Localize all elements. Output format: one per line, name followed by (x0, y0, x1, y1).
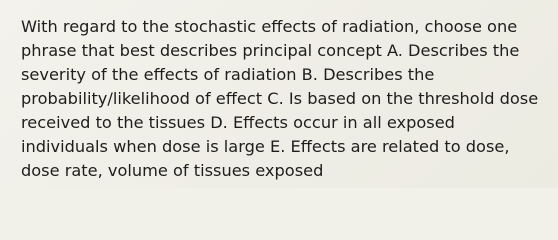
question-text: With regard to the stochastic effects of radiation, choose one phrase that best describes principal concept A. Describes the severity of the effects of radiation B. Describes the probability/likelihood of effect C. Is based on the threshold dose received to the tissues D. Effects occur in all exposed individuals when dose is large E. Effects are related to dose, dose rate, volume of tissues exposed (21, 17, 539, 180)
